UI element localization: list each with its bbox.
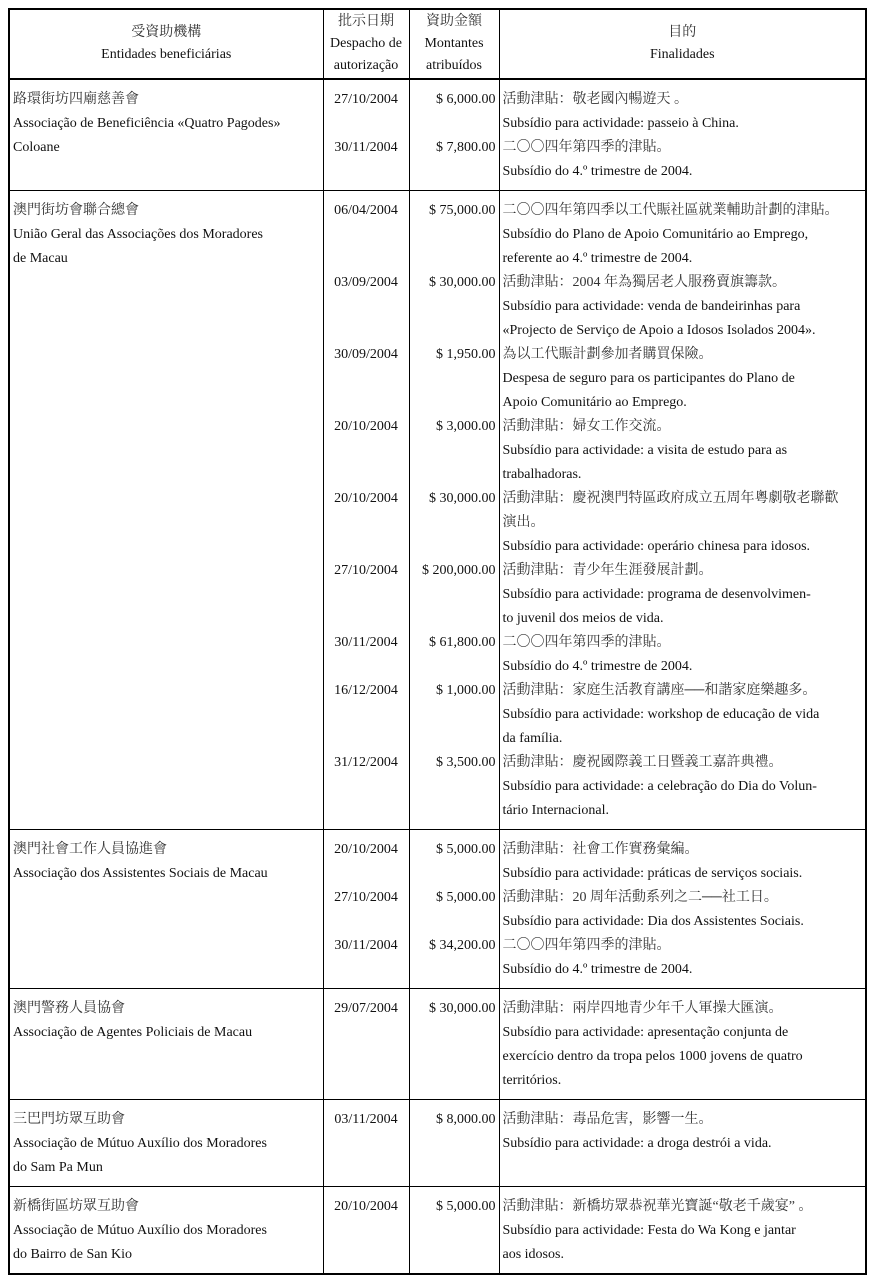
amount-cell bbox=[409, 989, 499, 1100]
table-body bbox=[9, 79, 866, 1274]
purpose-line: 活動津貼：新橋坊眾恭祝華光寶誕“敬老千歲宴” 。 bbox=[502, 1199, 813, 1214]
spacer-line bbox=[327, 1132, 406, 1156]
spacer-line bbox=[327, 583, 406, 607]
authorization-date: 27/10/2004 bbox=[334, 563, 398, 578]
amount: $ 5,000.00 bbox=[436, 842, 496, 857]
purpose-line: Subsídio para actividade: Festa do Wa Kong e jantar bbox=[502, 1223, 796, 1238]
spacer-line bbox=[327, 703, 406, 727]
purpose-line: Subsídio para actividade: venda de bandeirinhas para bbox=[502, 299, 801, 314]
purpose-line: 二〇〇四年第四季的津貼。 bbox=[502, 635, 671, 650]
purpose-line: territórios. bbox=[502, 1073, 562, 1088]
purpose-line: Subsídio para actividade: Dia dos Assistentes Sociais. bbox=[502, 914, 804, 929]
table-row bbox=[9, 830, 866, 989]
purpose-line: Subsídio para actividade: workshop de educação de vida bbox=[502, 707, 820, 722]
purpose-line: Subsídio do 4.º trimestre de 2004. bbox=[502, 164, 693, 179]
authorization-date: 20/10/2004 bbox=[334, 842, 398, 857]
amount: $ 8,000.00 bbox=[436, 1112, 496, 1127]
purpose-line: Subsídio para actividade: apresentação conjunta de bbox=[502, 1025, 789, 1040]
header-amount-pt1: Montantes bbox=[424, 36, 484, 51]
spacer-line bbox=[327, 1219, 406, 1243]
entity-cell bbox=[9, 191, 323, 830]
spacer-line bbox=[327, 1069, 406, 1093]
spacer-line bbox=[413, 799, 496, 823]
spacer-line bbox=[327, 1045, 406, 1069]
amount: $ 75,000.00 bbox=[429, 203, 496, 218]
purpose-line: to juvenil dos meios de vida. bbox=[502, 611, 664, 626]
purpose-line: Subsídio para actividade: práticas de serviços sociais. bbox=[502, 866, 803, 881]
date-cell bbox=[323, 1100, 409, 1187]
purpose-line: 二〇〇四年第四季的津貼。 bbox=[502, 140, 671, 155]
header-date bbox=[323, 9, 409, 79]
authorization-date: 20/10/2004 bbox=[334, 419, 398, 434]
table-row bbox=[9, 79, 866, 191]
purpose-line: Subsídio para actividade: operário chinesa para idosos. bbox=[502, 539, 811, 554]
spacer-line bbox=[413, 727, 496, 751]
spacer-line bbox=[327, 535, 406, 559]
spacer-line bbox=[327, 775, 406, 799]
spacer-line bbox=[413, 607, 496, 631]
amount: $ 7,800.00 bbox=[436, 140, 496, 155]
amount-cell bbox=[409, 830, 499, 989]
purpose-line: referente ao 4.º trimestre de 2004. bbox=[502, 251, 693, 266]
spacer-line bbox=[327, 958, 406, 982]
amount: $ 61,800.00 bbox=[429, 635, 496, 650]
spacer-line bbox=[327, 295, 406, 319]
spacer-line bbox=[413, 1045, 496, 1069]
purpose-line: Subsídio do 4.º trimestre de 2004. bbox=[502, 659, 693, 674]
entity-cell bbox=[9, 79, 323, 191]
entity-name-line: União Geral das Associações dos Moradores bbox=[13, 227, 263, 242]
purpose-cell bbox=[499, 989, 866, 1100]
entity-cell bbox=[9, 1100, 323, 1187]
amount: $ 5,000.00 bbox=[436, 1199, 496, 1214]
spacer-line bbox=[327, 655, 406, 679]
table-row bbox=[9, 191, 866, 830]
purpose-line: 活動津貼：2004 年為獨居老人服務賣旗籌款。 bbox=[502, 275, 786, 290]
purpose-line: 活動津貼：家庭生活教育講座──和諧家庭樂趣多。 bbox=[502, 683, 817, 698]
authorization-date: 20/10/2004 bbox=[334, 491, 398, 506]
spacer-line bbox=[327, 799, 406, 823]
date-cell bbox=[323, 830, 409, 989]
purpose-line: Subsídio para actividade: programa de desenvolvimen- bbox=[502, 587, 811, 602]
header-amount bbox=[409, 9, 499, 79]
entity-name-line: de Macau bbox=[13, 251, 68, 266]
amount: $ 6,000.00 bbox=[436, 92, 496, 107]
entity-name-line: Associação de Mútuo Auxílio dos Moradores bbox=[13, 1223, 267, 1238]
spacer-line bbox=[327, 319, 406, 343]
purpose-line: trabalhadoras. bbox=[502, 467, 582, 482]
spacer-line bbox=[413, 223, 496, 247]
purpose-line: exercício dentro da tropa pelos 1000 jovens de quatro bbox=[502, 1049, 803, 1064]
authorization-date: 29/07/2004 bbox=[334, 1001, 398, 1016]
purpose-line: Subsídio para actividade: a visita de estudo para as bbox=[502, 443, 788, 458]
purpose-cell bbox=[499, 191, 866, 830]
spacer-line bbox=[413, 112, 496, 136]
purpose-line: 活動津貼：青少年生涯發展計劃。 bbox=[502, 563, 713, 578]
spacer-line bbox=[327, 391, 406, 415]
table-row bbox=[9, 1187, 866, 1275]
authorization-date: 20/10/2004 bbox=[334, 1199, 398, 1214]
spacer-line bbox=[327, 727, 406, 751]
purpose-line: 活動津貼：20 周年活動系列之二──社工日。 bbox=[502, 890, 778, 905]
entity-name-line: do Bairro de San Kio bbox=[13, 1247, 132, 1262]
table-row bbox=[9, 1100, 866, 1187]
header-amount-zh: 資助金額 bbox=[426, 14, 482, 29]
amount: $ 200,000.00 bbox=[422, 563, 496, 578]
purpose-line: Despesa de seguro para os participantes do Plano de bbox=[502, 371, 795, 386]
entity-name-line: Associação de Beneficiência «Quatro Pagodes» bbox=[13, 116, 281, 131]
spacer-line bbox=[413, 367, 496, 391]
authorization-date: 27/10/2004 bbox=[334, 92, 398, 107]
date-cell bbox=[323, 79, 409, 191]
purpose-line: tário Internacional. bbox=[502, 803, 610, 818]
spacer-line bbox=[327, 160, 406, 184]
spacer-line bbox=[327, 112, 406, 136]
table-row bbox=[9, 989, 866, 1100]
purpose-line: 活動津貼：婦女工作交流。 bbox=[502, 419, 671, 434]
entity-name-line: Associação de Agentes Policiais de Macau bbox=[13, 1025, 253, 1040]
spacer-line bbox=[413, 535, 496, 559]
authorization-date: 30/11/2004 bbox=[334, 140, 398, 155]
header-date-pt1: Despacho de bbox=[330, 36, 402, 51]
purpose-line: «Projecto de Serviço de Apoio a Idosos Isolados 2004». bbox=[502, 323, 816, 338]
amount: $ 30,000.00 bbox=[429, 1001, 496, 1016]
amount: $ 3,500.00 bbox=[436, 755, 496, 770]
header-purpose-zh: 目的 bbox=[668, 25, 697, 40]
header-date-pt2: autorização bbox=[333, 58, 399, 73]
purpose-line: 活動津貼：慶祝澳門特區政府成立五周年粵劇敬老聯歡 bbox=[502, 491, 839, 506]
spacer-line bbox=[327, 1243, 406, 1267]
authorization-date: 30/11/2004 bbox=[334, 635, 398, 650]
purpose-cell bbox=[499, 1187, 866, 1275]
purpose-line: Subsídio para actividade: a celebração do Dia do Volun- bbox=[502, 779, 817, 794]
subsidy-table bbox=[8, 8, 867, 1275]
authorization-date: 27/10/2004 bbox=[334, 890, 398, 905]
date-cell bbox=[323, 1187, 409, 1275]
authorization-date: 06/04/2004 bbox=[334, 203, 398, 218]
purpose-line: Subsídio para actividade: passeio à China. bbox=[502, 116, 739, 131]
entity-name-line: do Sam Pa Mun bbox=[13, 1160, 103, 1175]
spacer-line bbox=[413, 1132, 496, 1156]
header-entity bbox=[9, 9, 323, 79]
spacer-line bbox=[413, 703, 496, 727]
purpose-line: aos idosos. bbox=[502, 1247, 564, 1262]
header-amount-pt2: atribuídos bbox=[426, 58, 482, 73]
amount-cell bbox=[409, 1187, 499, 1275]
spacer-line bbox=[413, 319, 496, 343]
entity-name-line: 澳門社會工作人員協進會 bbox=[13, 842, 167, 857]
authorization-date: 16/12/2004 bbox=[334, 683, 398, 698]
entity-name-line: Associação de Mútuo Auxílio dos Moradores bbox=[13, 1136, 267, 1151]
spacer-line bbox=[413, 958, 496, 982]
entity-name-line: Associação dos Assistentes Sociais de Macau bbox=[13, 866, 268, 881]
spacer-line bbox=[413, 1021, 496, 1045]
spacer-line bbox=[413, 463, 496, 487]
entity-name-line: 新橋街區坊眾互助會 bbox=[13, 1199, 139, 1214]
spacer-line bbox=[413, 910, 496, 934]
purpose-cell bbox=[499, 79, 866, 191]
purpose-line: 活動津貼：社會工作實務彙編。 bbox=[502, 842, 699, 857]
authorization-date: 30/11/2004 bbox=[334, 938, 398, 953]
date-cell bbox=[323, 191, 409, 830]
purpose-line: 活動津貼：兩岸四地青少年千人軍操大匯演。 bbox=[502, 1001, 783, 1016]
spacer-line bbox=[327, 439, 406, 463]
purpose-line: Subsídio do Plano de Apoio Comunitário ao Emprego, bbox=[502, 227, 809, 242]
purpose-line: 活動津貼：毒品危害，影響一生。 bbox=[502, 1112, 713, 1127]
amount-cell bbox=[409, 1100, 499, 1187]
spacer-line bbox=[327, 463, 406, 487]
purpose-line: 演出。 bbox=[502, 515, 545, 530]
date-cell bbox=[323, 989, 409, 1100]
spacer-line bbox=[413, 1243, 496, 1267]
authorization-date: 31/12/2004 bbox=[334, 755, 398, 770]
spacer-line bbox=[413, 583, 496, 607]
purpose-line: 二〇〇四年第四季的津貼。 bbox=[502, 938, 671, 953]
spacer-line bbox=[327, 1021, 406, 1045]
amount-cell bbox=[409, 191, 499, 830]
purpose-line: da família. bbox=[502, 731, 563, 746]
entity-cell bbox=[9, 989, 323, 1100]
spacer-line bbox=[413, 511, 496, 535]
entity-name-line: Coloane bbox=[13, 140, 60, 155]
spacer-line bbox=[413, 160, 496, 184]
purpose-cell bbox=[499, 830, 866, 989]
amount: $ 1,000.00 bbox=[436, 683, 496, 698]
purpose-line: 活動津貼：敬老國內暢遊天 。 bbox=[502, 92, 688, 107]
spacer-line bbox=[413, 295, 496, 319]
header-purpose bbox=[499, 9, 866, 79]
spacer-line bbox=[413, 439, 496, 463]
amount: $ 30,000.00 bbox=[429, 275, 496, 290]
header-date-zh: 批示日期 bbox=[338, 14, 394, 29]
entity-name-line: 路環街坊四廟慈善會 bbox=[13, 92, 139, 107]
spacer-line bbox=[413, 1069, 496, 1093]
authorization-date: 03/09/2004 bbox=[334, 275, 398, 290]
spacer-line bbox=[327, 247, 406, 271]
spacer-line bbox=[413, 775, 496, 799]
entity-cell bbox=[9, 830, 323, 989]
entity-name-line: 澳門警務人員協會 bbox=[13, 1001, 125, 1016]
entity-cell bbox=[9, 1187, 323, 1275]
purpose-line: 二〇〇四年第四季以工代賑社區就業輔助計劃的津貼。 bbox=[502, 203, 839, 218]
purpose-line: Apoio Comunitário ao Emprego. bbox=[502, 395, 687, 410]
header-entity-zh: 受資助機構 bbox=[131, 25, 202, 40]
spacer-line bbox=[327, 910, 406, 934]
purpose-line: Subsídio do 4.º trimestre de 2004. bbox=[502, 962, 693, 977]
spacer-line bbox=[413, 862, 496, 886]
header-purpose-pt: Finalidades bbox=[649, 47, 715, 62]
purpose-cell bbox=[499, 1100, 866, 1187]
entity-name-line: 澳門街坊會聯合總會 bbox=[13, 203, 139, 218]
amount: $ 3,000.00 bbox=[436, 419, 496, 434]
spacer-line bbox=[413, 655, 496, 679]
purpose-line: 活動津貼：慶祝國際義工日暨義工嘉許典禮。 bbox=[502, 755, 783, 770]
spacer-line bbox=[413, 391, 496, 415]
authorization-date: 30/09/2004 bbox=[334, 347, 398, 362]
spacer-line bbox=[327, 223, 406, 247]
amount-cell bbox=[409, 79, 499, 191]
amount: $ 1,950.00 bbox=[436, 347, 496, 362]
spacer-line bbox=[327, 862, 406, 886]
purpose-line: Subsídio para actividade: a droga destrói a vida. bbox=[502, 1136, 772, 1151]
header-row bbox=[9, 9, 866, 79]
spacer-line bbox=[413, 247, 496, 271]
amount: $ 30,000.00 bbox=[429, 491, 496, 506]
spacer-line bbox=[413, 1219, 496, 1243]
purpose-line: 為以工代賑計劃參加者購買保險。 bbox=[502, 347, 713, 362]
spacer-line bbox=[327, 511, 406, 535]
amount: $ 5,000.00 bbox=[436, 890, 496, 905]
spacer-line bbox=[327, 367, 406, 391]
entity-name-line: 三巴門坊眾互助會 bbox=[13, 1112, 125, 1127]
amount: $ 34,200.00 bbox=[429, 938, 496, 953]
authorization-date: 03/11/2004 bbox=[334, 1112, 398, 1127]
spacer-line bbox=[327, 607, 406, 631]
header-entity-pt: Entidades beneficiárias bbox=[101, 47, 232, 62]
